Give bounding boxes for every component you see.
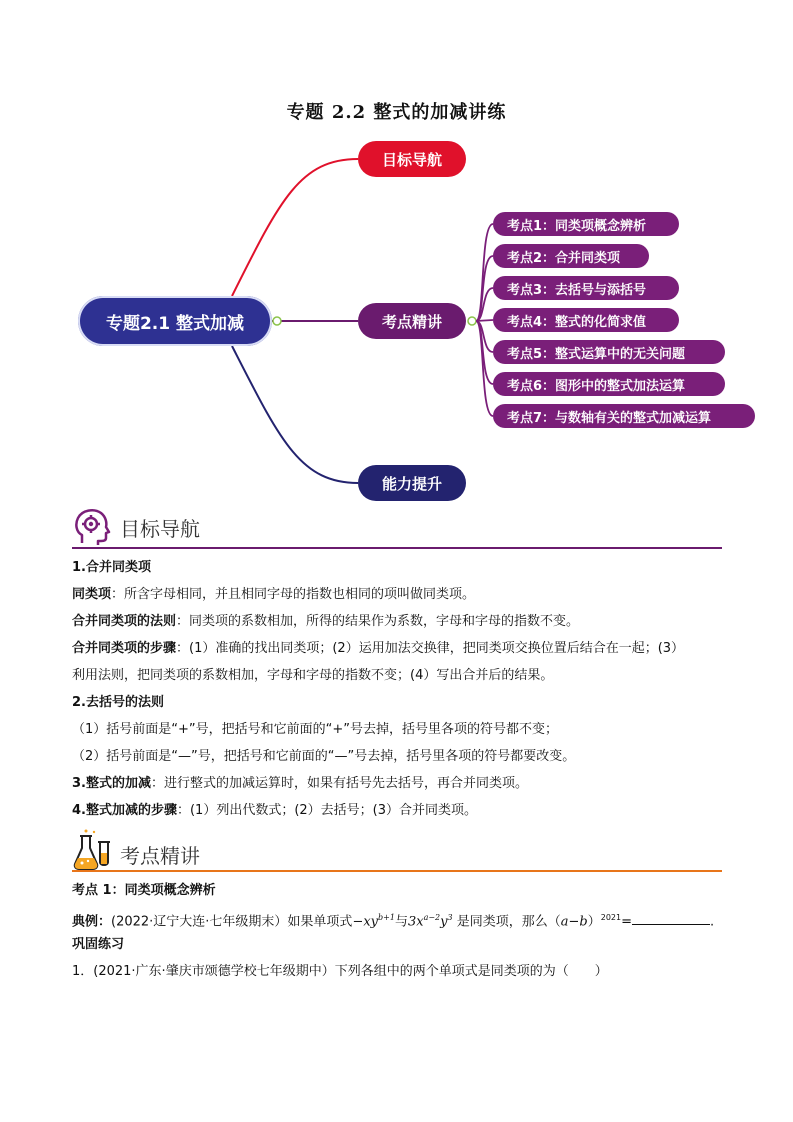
text: 是同类项，那么（ <box>452 914 561 930</box>
goal-para-1 <box>72 558 732 578</box>
goal-subtitle-1: 1.合并同类项 <box>72 560 151 575</box>
term-label: 3.整式的加减 <box>72 776 151 791</box>
term-label: 合并同类项的法则 <box>72 614 177 629</box>
exam-point-1 <box>72 881 732 901</box>
text: . <box>710 914 715 930</box>
term-label: 同类项 <box>72 587 112 602</box>
goal-para-6: （1）括号前面是“+”号，把括号和它前面的“+”号去掉，括号里各项的符号都不变； <box>72 722 558 737</box>
question-1: 1．(2021·广东·肇庆市颂德学校七年级期中）下列各组中的两个单项式是同类项的为（ ） <box>72 964 608 979</box>
math-sup: a−2 <box>423 913 441 922</box>
answer-blank[interactable] <box>632 910 710 925</box>
example-source: (2022·辽宁大连·七年级期末）如果单项式 <box>111 914 353 930</box>
mindmap-leaf-7: 考点7：与数轴有关的整式加减运算 <box>493 404 755 428</box>
goal-para-4b: 利用法则，把同类项的系数相加，字母和字母的指数不变；(4）写出合并后的结果。 <box>72 668 554 683</box>
goal-para-7: （2）括号前面是“—”号，把括号和它前面的“—”号去掉，括号里各项的符号都要改变。 <box>72 749 576 764</box>
text: = <box>621 914 632 930</box>
practice-label: 巩固练习 <box>72 937 125 952</box>
goal-subtitle-2: 2.去括号的法则 <box>72 695 164 710</box>
section-goal-header <box>72 503 722 549</box>
mindmap-connectors <box>0 0 793 520</box>
mindmap-branch-exam: 考点精讲 <box>358 303 466 339</box>
example-line <box>72 908 732 932</box>
term-definition: ：进行整式的加减运算时，如果有括号先去括号，再合并同类项。 <box>150 776 528 791</box>
example-label: 典例： <box>72 914 112 930</box>
goal-para-3 <box>72 612 732 632</box>
math-sup: 3 <box>447 913 453 922</box>
term-label: 4.整式加减的步骤 <box>72 803 177 818</box>
goal-para-8 <box>72 774 732 794</box>
math-expr: a <box>560 914 569 930</box>
practice-heading <box>72 935 732 955</box>
section-exam-rule <box>72 870 722 872</box>
mindmap-leaf-3: 考点3：去括号与添括号 <box>493 276 679 300</box>
mindmap-leaf-6: 考点6：图形中的整式加法运算 <box>493 372 725 396</box>
page-title: 专题 2.2 整式的加减讲练 <box>286 102 507 123</box>
math-expr: y <box>440 914 448 930</box>
mindmap-leaf-4: 考点4：整式的化简求值 <box>493 308 679 332</box>
term-label: 合并同类项的步骤 <box>72 641 177 656</box>
mindmap-leaf-1: 考点1：同类项概念辨析 <box>493 212 679 236</box>
term-definition: ：(1）准确的找出同类项；(2）运用加法交换律，把同类项交换位置后结合在一起；(3） <box>176 641 685 656</box>
text: − <box>568 914 580 930</box>
exam-point-title: 考点 1：同类项概念辨析 <box>72 883 216 898</box>
goal-para-2 <box>72 585 732 605</box>
goal-para-4 <box>72 639 732 659</box>
head-gear-icon <box>72 505 112 547</box>
math-sup: b+1 <box>378 913 395 922</box>
mindmap-leaf-5: 考点5：整式运算中的无关问题 <box>493 340 725 364</box>
text: 与 <box>394 914 408 930</box>
math-expr: b <box>579 914 588 930</box>
mindmap-leaf-2: 考点2：合并同类项 <box>493 244 649 268</box>
flask-icon <box>72 828 116 870</box>
goal-para-5 <box>72 693 732 713</box>
mindmap-branch-ability: 能力提升 <box>358 465 466 501</box>
math-sup: 2021 <box>600 913 622 922</box>
text: ） <box>587 914 601 930</box>
term-definition: ：同类项的系数相加，所得的结果作为系数，字母和字母的指数不变。 <box>176 614 580 629</box>
math-expr: 3x <box>407 914 424 930</box>
mindmap-branch-goal: 目标导航 <box>358 141 466 177</box>
math-expr: −xy <box>352 914 379 930</box>
section-exam-header <box>72 828 722 872</box>
mindmap-center-node: 专题2.1 整式加减 <box>78 296 272 346</box>
term-definition: ：所含字母相同，并且相同字母的指数也相同的项叫做同类项。 <box>111 587 476 602</box>
section-goal-rule <box>72 547 722 549</box>
goal-para-9 <box>72 801 732 821</box>
section-exam-title: 考点精讲 <box>120 844 200 868</box>
term-definition: ：(1）列出代数式；(2）去括号；(3）合并同类项。 <box>176 803 478 818</box>
section-goal-title: 目标导航 <box>120 517 200 541</box>
